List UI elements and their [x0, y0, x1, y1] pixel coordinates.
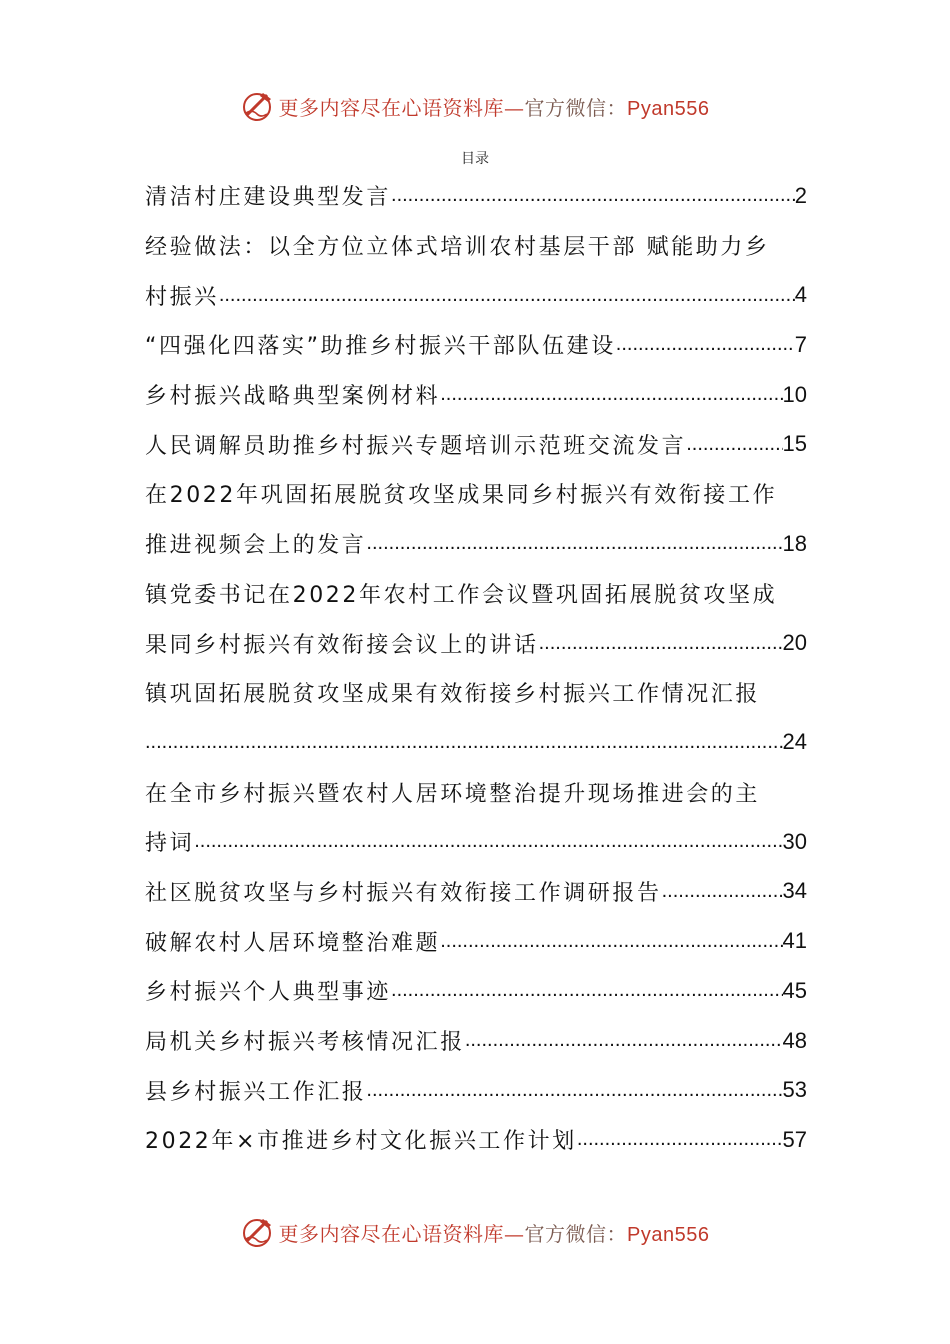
toc-page-number: 18 — [782, 530, 807, 556]
toc-entry-title: 持词 — [145, 831, 195, 857]
toc-entry[interactable] — [145, 718, 807, 768]
toc-entry-title: 村振兴 — [145, 284, 219, 310]
toc-page-number: 7 — [794, 331, 807, 357]
toc-page-number: 34 — [782, 878, 807, 904]
toc-page-number: 20 — [782, 630, 807, 656]
dot-leader — [465, 1029, 783, 1052]
dot-leader — [391, 979, 783, 1002]
toc-page-number: 15 — [782, 431, 807, 457]
toc-entry[interactable] — [145, 867, 807, 917]
dot-leader — [194, 830, 782, 853]
dot-leader — [366, 1079, 782, 1102]
toc-entry[interactable] — [145, 1115, 807, 1165]
toc-page-number: 30 — [782, 828, 807, 854]
toc-page-number: 2 — [794, 182, 807, 208]
banner-text: 更多内容尽在心语资料库—官方微信：Pyan556 — [278, 95, 710, 120]
toc-entry-title: 局机关乡村振兴考核情况汇报 — [145, 1030, 465, 1056]
toc-entry-title: 县乡村振兴工作汇报 — [145, 1079, 367, 1105]
toc-page-number: 4 — [794, 282, 807, 308]
dot-leader — [577, 1128, 783, 1151]
toc-page-number: 53 — [782, 1077, 807, 1103]
toc-entry[interactable] — [145, 618, 807, 668]
toc-entry-title: 在2022年巩固拓展脱贫攻坚成果同乡村振兴有效衔接工作 — [145, 483, 778, 509]
dot-leader — [440, 383, 782, 406]
toc-entry[interactable] — [145, 519, 807, 569]
toc-entry-title: 2022年×市推进乡村文化振兴工作计划 — [145, 1129, 577, 1155]
dot-leader — [662, 880, 783, 903]
banner-text: 更多内容尽在心语资料库—官方微信：Pyan556 — [278, 1221, 710, 1246]
toc-entry-title: 破解农村人居环境整治难题 — [145, 930, 441, 956]
dot-leader — [219, 284, 795, 307]
toc-entry[interactable] — [145, 171, 807, 221]
toc-entry[interactable] — [145, 221, 807, 271]
header-banner — [0, 86, 950, 126]
toc-entry[interactable] — [145, 817, 807, 867]
toc-entry-title: 镇党委书记在2022年农村工作会议暨巩固拓展脱贫攻坚成 — [145, 582, 778, 608]
writing-pen-icon — [241, 1215, 275, 1249]
toc-entry[interactable] — [145, 419, 807, 469]
toc-entry[interactable] — [145, 767, 807, 817]
toc-entry[interactable] — [145, 270, 807, 320]
toc-entry-title: 在全市乡村振兴暨农村人居环境整治提升现场推进会的主 — [145, 781, 761, 807]
writing-pen-icon — [241, 89, 275, 123]
dot-leader — [686, 433, 782, 456]
toc-entry[interactable] — [145, 1065, 807, 1115]
toc-entry[interactable] — [145, 469, 807, 519]
toc-page-number: 57 — [782, 1126, 807, 1152]
dot-leader — [366, 532, 782, 555]
toc-entry-title: 果同乡村振兴有效衔接会议上的讲话 — [145, 632, 539, 658]
toc-entry-title: 镇巩固拓展脱贫攻坚成果有效衔接乡村振兴工作情况汇报 — [145, 682, 761, 708]
toc-entry[interactable] — [145, 1016, 807, 1066]
toc-entry-title: 乡村振兴战略典型案例材料 — [145, 384, 441, 410]
toc-entry[interactable] — [145, 916, 807, 966]
toc-page-number: 45 — [782, 977, 807, 1003]
toc-entry-title: 社区脱贫攻坚与乡村振兴有效衔接工作调研报告 — [145, 880, 662, 906]
dot-leader — [145, 731, 783, 754]
toc-entry-title: 推进视频会上的发言 — [145, 533, 367, 559]
footer-banner — [0, 1212, 950, 1252]
toc-entry[interactable] — [145, 668, 807, 718]
toc-entry[interactable] — [145, 966, 807, 1016]
toc-entry[interactable] — [145, 370, 807, 420]
toc-page-number: 24 — [782, 729, 807, 755]
toc-page-number: 41 — [782, 928, 807, 954]
toc-entry-title: “四强化四落实”助推乡村振兴干部队伍建设 — [145, 334, 616, 360]
toc-page-number: 48 — [782, 1027, 807, 1053]
toc-page-number: 10 — [782, 381, 807, 407]
page-title: 目录 — [461, 151, 489, 167]
toc-entry[interactable] — [145, 569, 807, 619]
dot-leader — [440, 930, 782, 953]
toc-entry-title: 人民调解员助推乡村振兴专题培训示范班交流发言 — [145, 433, 687, 459]
dot-leader — [539, 632, 783, 655]
toc-entry-title: 经验做法：以全方位立体式培训农村基层干部 赋能助力乡 — [145, 235, 770, 261]
table-of-contents — [145, 171, 807, 1165]
toc-entry-title: 乡村振兴个人典型事迹 — [145, 980, 392, 1006]
toc-entry[interactable] — [145, 320, 807, 370]
toc-entry-title: 清洁村庄建设典型发言 — [145, 185, 392, 211]
dot-leader — [391, 184, 795, 207]
dot-leader — [616, 333, 795, 356]
